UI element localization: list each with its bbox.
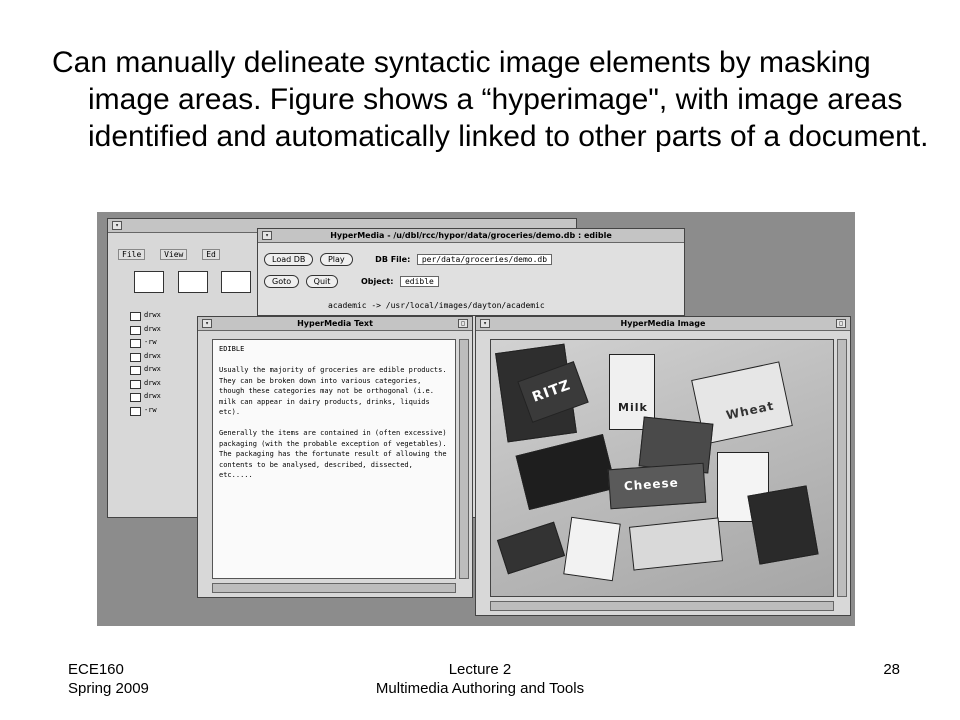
dark-carton-region[interactable] [747,485,818,564]
butter-box-region[interactable] [629,517,723,570]
window-menu-icon[interactable]: ▾ [112,221,122,230]
file-manager-menubar [118,249,230,260]
course-term: Spring 2009 [68,680,149,697]
folder-icon[interactable] [221,271,251,293]
page-number: 28 [883,661,900,678]
footer-lecture [330,660,630,698]
file-row[interactable]: drwx [130,309,210,323]
folder-icon[interactable] [134,271,164,293]
image-window-title: HyperMedia Image [476,317,850,331]
control-row-bottom [264,275,439,288]
menu-edit[interactable]: Ed [202,249,220,260]
lecture-topic: Multimedia Authoring and Tools [375,680,585,697]
wheat-label: Wheat [724,398,776,423]
course-code: ECE160 [68,661,124,678]
groceries-hyperimage[interactable] [490,339,834,597]
vertical-scrollbar[interactable] [459,339,469,579]
window-menu-icon[interactable]: ▾ [480,319,490,328]
horizontal-scrollbar[interactable] [212,583,456,593]
footer-course [68,660,149,698]
maximize-icon[interactable]: □ [458,319,468,328]
slide-body-text: Can manually delineate syntactic image elements by masking image areas. Figure shows a “hyperimage", with image areas identified and automatically linked to other parts of a document. [52,46,929,153]
play-button[interactable]: Play [320,253,353,266]
horizontal-scrollbar[interactable] [490,601,834,611]
hypermedia-image-window [475,316,851,616]
hypermedia-control-window [257,228,685,316]
white-box-region[interactable] [563,517,621,581]
ritz-label: RITZ [530,377,573,406]
hypermedia-text-window [197,316,473,598]
db-file-label: DB File: [375,255,411,264]
object-field[interactable]: edible [400,276,439,287]
object-label: Object: [360,277,394,286]
snack-box-region[interactable] [516,434,617,510]
maximize-icon[interactable]: □ [836,319,846,328]
cheese-box-region[interactable] [608,463,707,510]
quit-button[interactable]: Quit [306,275,339,288]
file-row[interactable]: drwx [130,323,210,337]
load-db-button[interactable]: Load DB [264,253,313,266]
folder-icon[interactable] [178,271,208,293]
window-menu-icon[interactable]: ▾ [202,319,212,328]
control-window-title: HyperMedia - /u/dbl/rcc/hypor/data/groceries/demo.db : edible [258,229,684,243]
status-line: academic -> /usr/local/images/dayton/academic [328,301,545,310]
hyperimage-screenshot [97,212,855,626]
menu-file[interactable]: File [118,249,145,260]
menu-view[interactable]: View [160,249,187,260]
file-row[interactable]: drwx [130,377,210,391]
file-row[interactable]: drwx [130,350,210,364]
db-file-field[interactable]: per/data/groceries/demo.db [417,254,552,265]
window-menu-icon[interactable]: ▾ [262,231,272,240]
file-row[interactable]: drwx [130,363,210,377]
file-row[interactable]: -rw [130,404,210,418]
text-window-title: HyperMedia Text [198,317,472,331]
cheese-label: Cheese [623,475,680,494]
goto-button[interactable]: Goto [264,275,299,288]
file-row[interactable]: -rw [130,336,210,350]
text-window-content: EDIBLE Usually the majority of groceries are edible products. They can be broken down into various categories, though these categories may not be orthogonal (i.e. milk can appear in dairy products, drinks, liquids etc). Generally the items are contained in (often excessive) packaging (with the probable exception of vegetables). The packaging has the fortunate result of allowing the contents to be analysed, described, dissected, etc..... [212,339,456,579]
vertical-scrollbar[interactable] [837,339,847,597]
file-row[interactable]: drwx [130,390,210,404]
lecture-number: Lecture 2 [448,661,512,678]
control-row-top [264,253,552,266]
bottle-region[interactable] [497,522,565,575]
file-icons-row [134,271,255,297]
milk-label: Milk [618,401,648,414]
